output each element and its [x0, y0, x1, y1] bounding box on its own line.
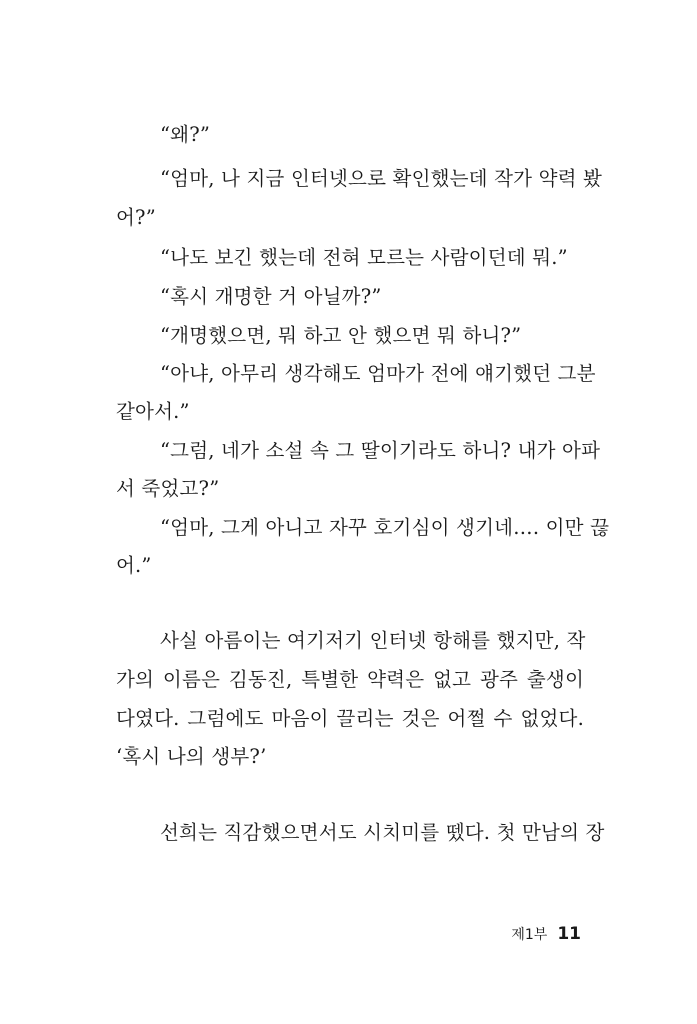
- text-line: 다였다. 그럼에도 마음이 끌리는 것은 어쩔 수 없었다.: [116, 707, 584, 730]
- text-line: “혹시 개명한 거 아닐까?”: [160, 285, 382, 308]
- page-number: 11: [557, 924, 581, 944]
- text-line: “그럼, 네가 소설 속 그 딸이기라도 하니? 내가 아파: [160, 439, 601, 462]
- text-line: 사실 아름이는 여기저기 인터넷 항해를 했지만, 작: [160, 629, 586, 652]
- text-line: 선희는 직감했으면서도 시치미를 뗐다. 첫 만남의 장: [160, 821, 605, 844]
- text-line: 서 죽었고?”: [116, 477, 220, 500]
- text-line: “왜?”: [160, 123, 211, 146]
- text-line: 같아서.”: [116, 400, 190, 423]
- text-line: “아냐, 아무리 생각해도 엄마가 전에 얘기했던 그분: [160, 362, 596, 385]
- text-line: ‘혹시 나의 생부?’: [116, 745, 267, 768]
- page-footer: [511, 924, 581, 944]
- text-line: “엄마, 나 지금 인터넷으로 확인했는데 작가 약력 봤: [160, 167, 603, 190]
- text-line: 가의 이름은 김동진, 특별한 약력은 없고 광주 출생이: [116, 668, 584, 691]
- text-line: “엄마, 그게 아니고 자꾸 호기심이 생기네…. 이만 끊: [160, 516, 610, 539]
- text-line: 어.”: [116, 554, 152, 577]
- text-line: 어?”: [116, 206, 156, 229]
- text-line: “나도 보긴 했는데 전혀 모르는 사람이던데 뭐.”: [160, 246, 568, 269]
- section-label: 제1부: [511, 927, 548, 943]
- text-line: “개명했으면, 뭐 하고 안 했으면 뭐 하니?”: [160, 324, 522, 347]
